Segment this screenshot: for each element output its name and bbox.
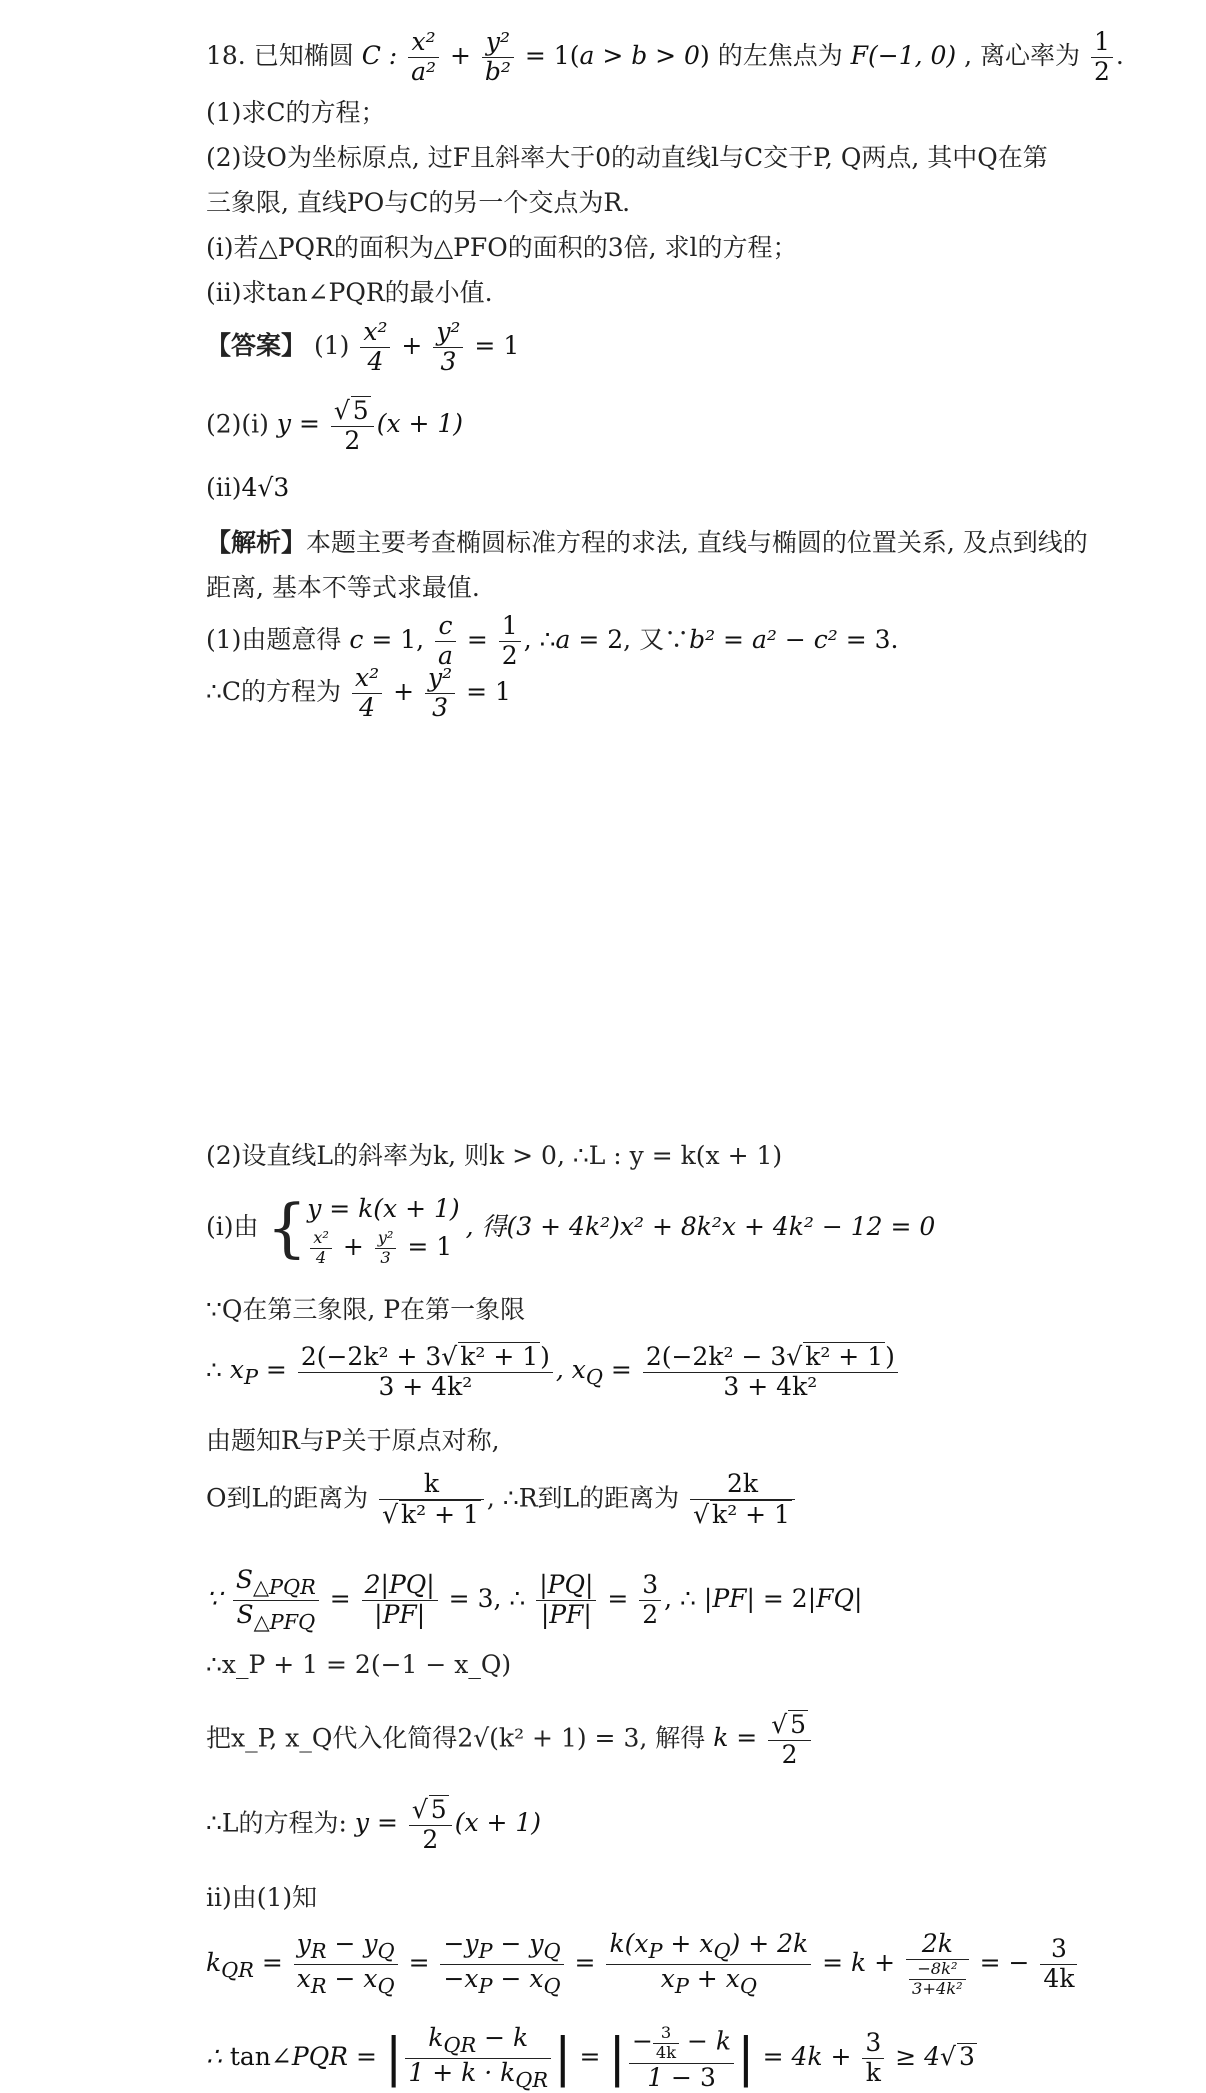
answer-2-ii: (ii)4√3 xyxy=(206,473,290,502)
part-2-ii: (ii)求tan∠PQR的最小值. xyxy=(206,278,493,307)
eccentricity-value: $\frac{1}{2}$ xyxy=(1091,28,1113,87)
analysis-step-1: (1)由题意得 c = 1, $\frac{c}{a}$ = $\frac{1}{2}$ , ∴a = 2, 又∵b² = a² − c² = 3. xyxy=(206,611,899,670)
analysis-step-6: ∴ $x_P$ = $\frac{\text{2(−2k² + 3√ k² + 1)}}{\text{3 + 4k²}}$ , $x_Q$ = $\frac{\text{2(−2k² − 3√ k² + 1)}}{\text{3 + 4k²}}$ xyxy=(206,1342,901,1402)
analysis-step-3: (2)设直线L的斜率为k, 则k > 0, ∴L : y = k(x + 1) xyxy=(206,1141,783,1170)
answer-label: 【答案】 xyxy=(206,330,307,360)
analysis-line-2: 距离, 基本不等式求最值. xyxy=(206,573,480,602)
analysis-label: 【解析】 xyxy=(206,528,307,557)
part-2-line-1: (2)设O为坐标原点, 过F且斜率大于0的动直线l与C交于P, Q两点, 其中Q在第 xyxy=(206,143,1048,172)
part-1: (1)求C的方程； xyxy=(206,98,386,127)
analysis-step-12: ∴L的方程为: y = $\frac{√ 5}{2}$ (x + 1) xyxy=(206,1795,542,1854)
analysis-step-13: ii)由(1)知 xyxy=(206,1883,318,1912)
analysis-line-1: 【解析】本题主要考查椭圆标准方程的求法, 直线与椭圆的位置关系, 及点到线的 xyxy=(206,528,1088,557)
analysis-step-2: ∴C的方程为 $\frac{\text{x²}}{4}$ + $\frac{\text{y²}}{3}$ = 1 xyxy=(206,663,511,722)
ellipse-definition: C : $\frac{\text{x²}}{\text{a²}}$ + $\frac{\text{y²}}{\text{b²}}$ = 1(a > b > 0) xyxy=(361,27,710,86)
problem-number: 18. xyxy=(206,40,246,70)
analysis-step-8: O到L的距离为 $\frac{k}{\text{√ k² + 1}}$ , ∴R到L的距离为 $\frac{2k}{\text{√ k² + 1}}$ xyxy=(206,1470,798,1530)
focus-text: 的左焦点为 xyxy=(717,40,843,70)
problem-intro: 已知椭圆 xyxy=(253,40,354,70)
analysis-step-4: (i)由 { y = k(x + 1) $\frac{\text{x²}}{4}$ + $\frac{\text{y²}}{3}$ = 1 , 得(3 + 4k²)x² + 8k²x + 4k² − 12 = 0 xyxy=(206,1191,936,1267)
part-2-i: (i)若△PQR的面积为△PFO的面积的3倍, 求l的方程； xyxy=(206,233,798,262)
analysis-step-11: 把x_P, x_Q代入化简得2√(k² + 1) = 3, 解得 k = $\frac{√ 5}{2}$ xyxy=(206,1710,814,1770)
answer-2-i: (2)(i) y = $\frac{√ 5}{2}$ (x + 1) xyxy=(206,396,464,455)
analysis-step-7: 由题知R与P关于原点对称, xyxy=(206,1426,500,1455)
analysis-step-9: ∵ $\frac{S_{\triangle PQR}}{S_{\triangle PFQ}}$ = $\frac{2|PQ|}{|PF|}$ = 3, ∴ $\frac{|PQ|}{|PF|}$ = $\frac{3}{2}$ , ∴ |PF| = 2|FQ| xyxy=(206,1565,863,1634)
problem-statement: 18. 已知椭圆 C : $\frac{\text{x²}}{\text{a²}}$ + $\frac{\text{y²}}{\text{b²}}$ = 1(a > b > 0) 的左焦点为 F(−1, 0) , 离心率为 $\frac{1}{2}$ . xyxy=(206,27,1124,86)
eccentricity-text: , 离心率为 xyxy=(964,40,1081,70)
analysis-step-15: ∴ tan∠PQR = | $\frac{k_{QR} - k}{1 + k \cdot k_{QR}}$ | = | − $\frac{3}{4k}$ − k 1 − 3 | = 4k + $\frac{3}{k}$ ≥ 4√ 3 xyxy=(206,2023,975,2092)
analysis-step-14: $k_{QR}$ = $\frac{y_R - y_Q}{x_R - x_Q}$ = $\frac{-y_P - y_Q}{-x_P - x_Q}$ = $\frac{k(x_P + x_Q) + 2k}{x_P + x_Q}$ = k + $\frac{2k}{\frac{\text{−8k²}}{\text{3+4k²}}}$ = − $\frac{3}{4k}$ xyxy=(206,1930,1080,1999)
focus-point: F(−1, 0) xyxy=(850,40,957,70)
analysis-step-5: ∵Q在第三象限, P在第一象限 xyxy=(206,1295,526,1324)
part-2-line-2: 三象限, 直线PO与C的另一个交点为R. xyxy=(206,188,631,217)
answer-2-i-equation: y = $\frac{√ 5}{2}$ (x + 1) xyxy=(276,396,464,455)
answer-1: 【答案】 (1) $\frac{\text{x²}}{4}$ + $\frac{\text{y²}}{3}$ = 1 xyxy=(206,317,520,376)
analysis-step-10: ∴x_P + 1 = 2(−1 − x_Q) xyxy=(206,1650,512,1679)
answer-1-equation: $\frac{\text{x²}}{4}$ + $\frac{\text{y²}}{3}$ = 1 xyxy=(357,331,519,360)
